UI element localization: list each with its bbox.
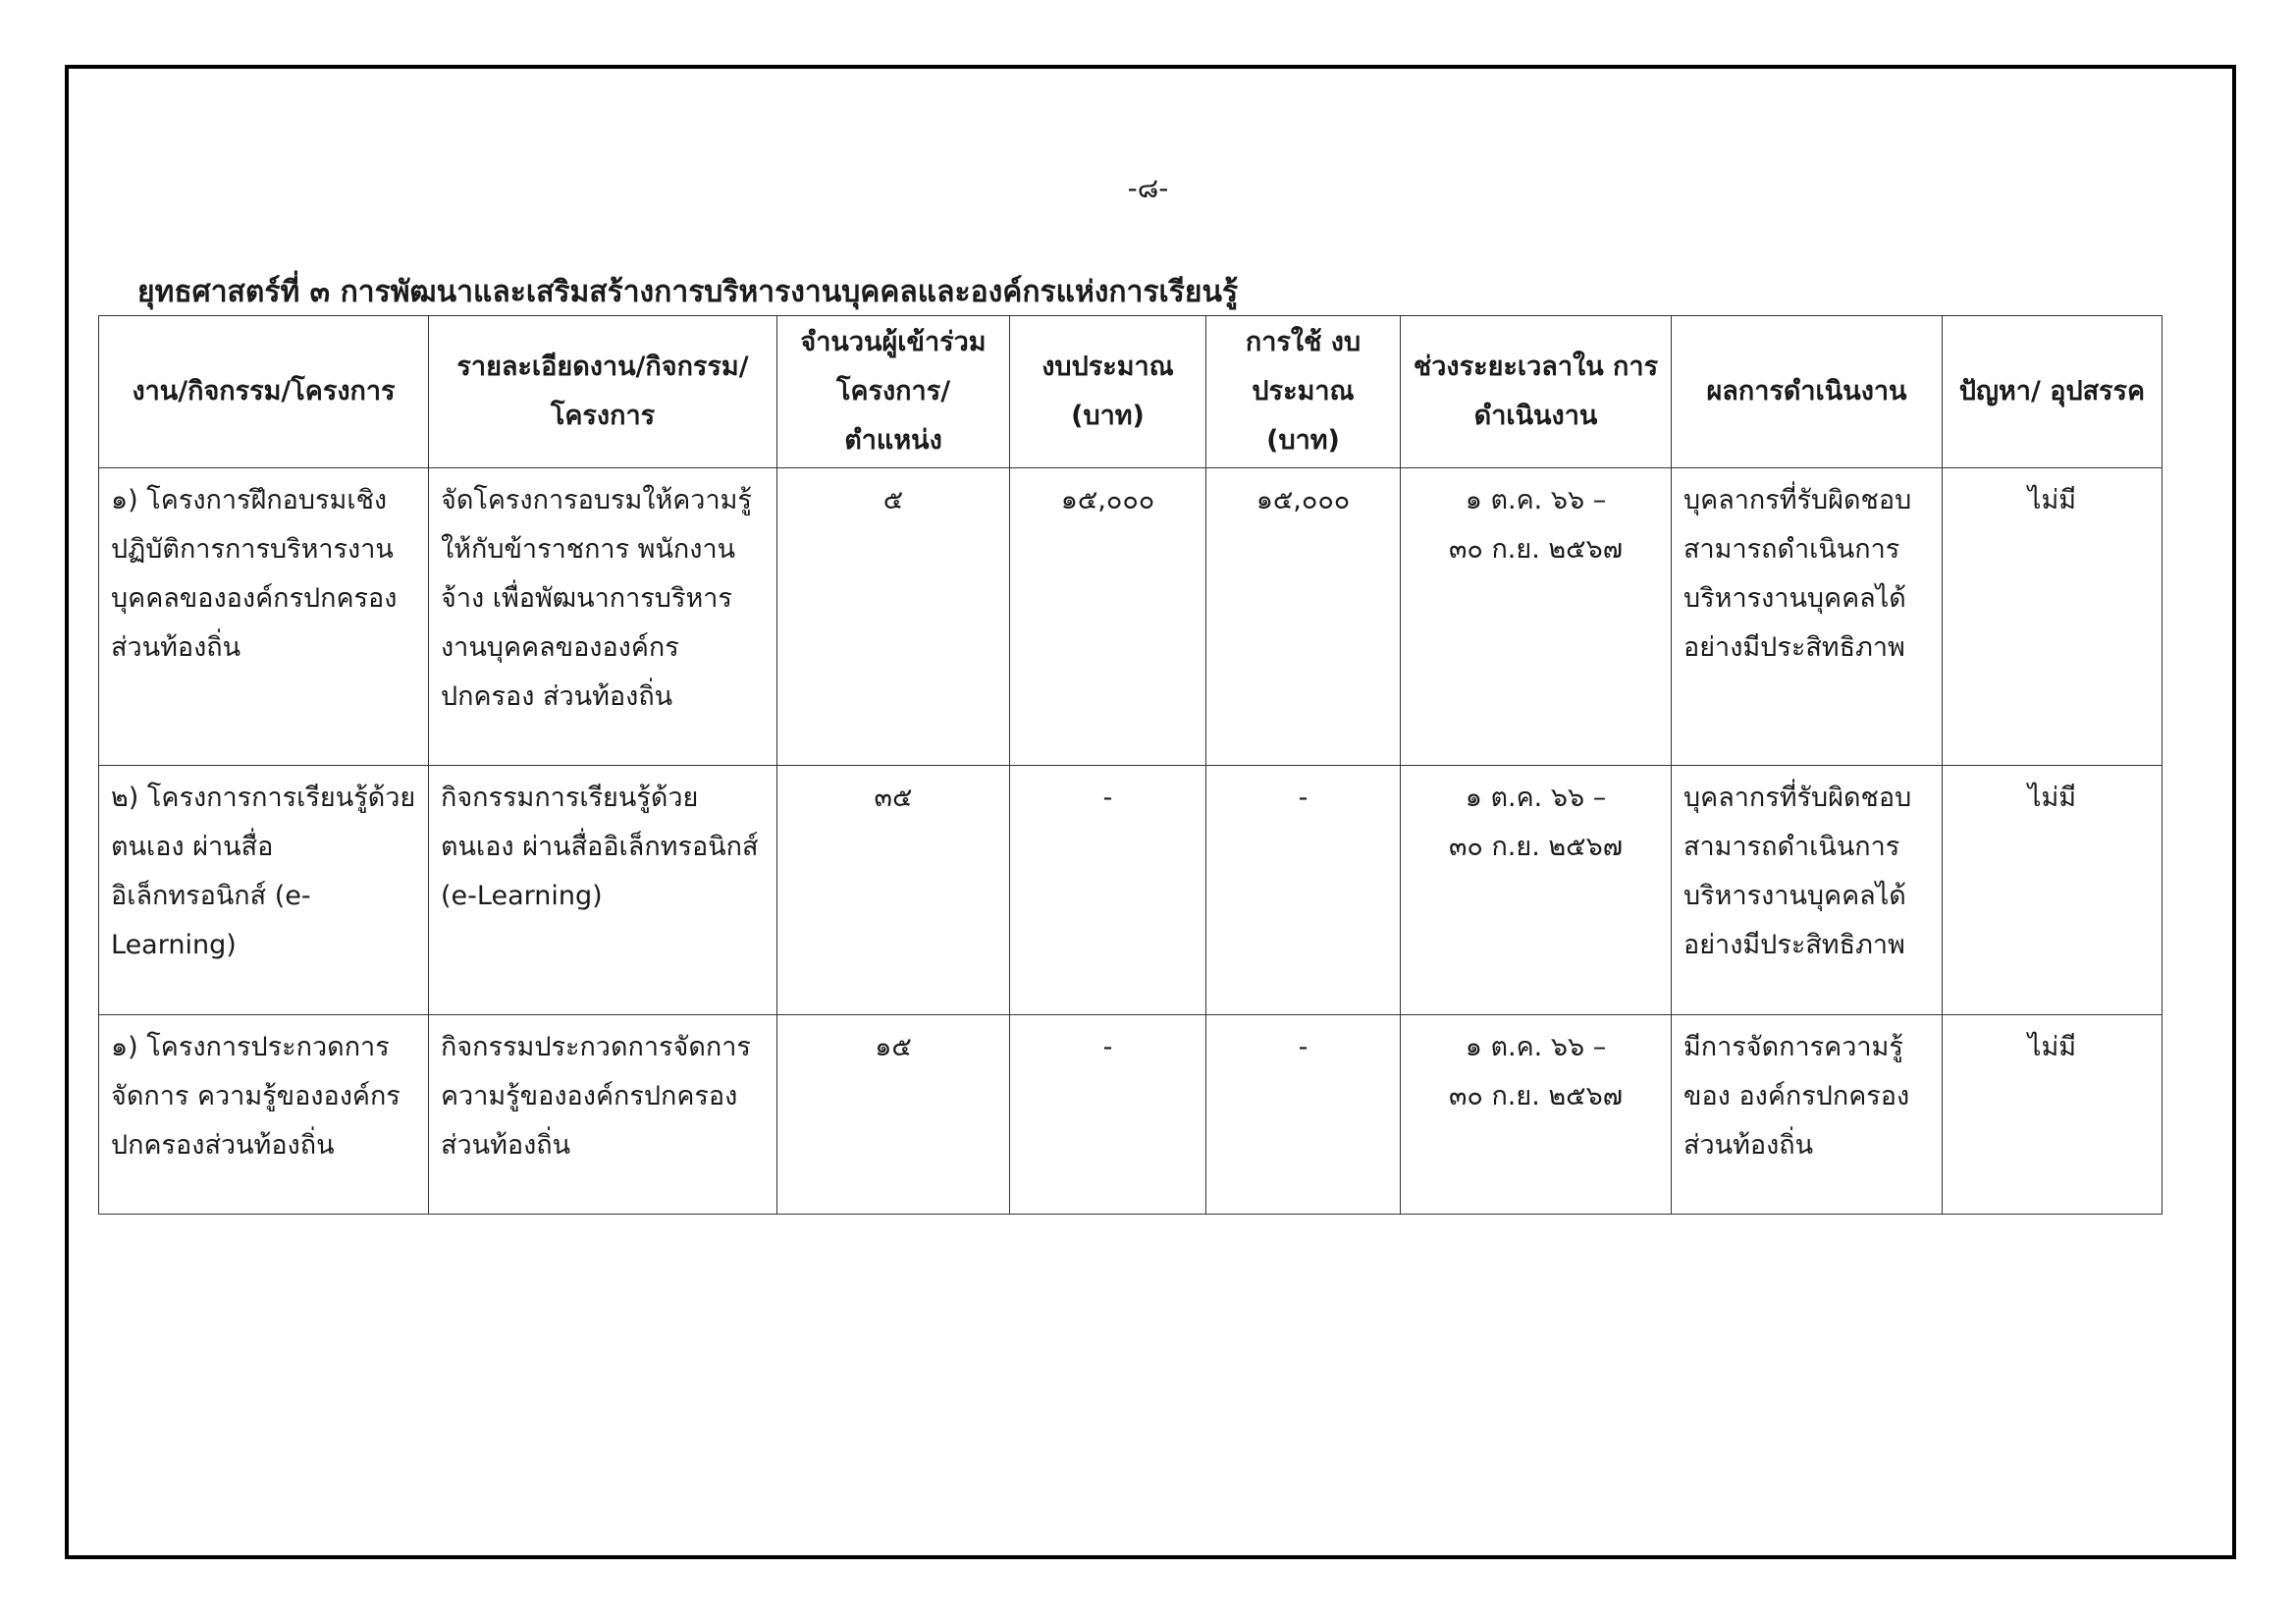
strategy-table [98,315,2163,1215]
problem-cell: ไม่มี [1943,766,2163,1015]
page-number: -๘- [1127,172,1169,204]
period-cell [1401,468,1672,766]
project-cell: ๒) โครงการการเรียนรู้ด้วยตนเอง ผ่านสื่ออิเล็กทรอนิกส์ (e-Learning) [99,766,429,1015]
spent-cell: - [1206,1015,1401,1215]
period-start: ๑ ต.ค. ๖๖ – [1465,1032,1607,1062]
strategy-heading: ยุทธศาสตร์ที่ ๓ การพัฒนาและเสริมสร้างการบริหารงานบุคคลและองค์กรแห่งการเรียนรู้ [137,275,1239,309]
participants-cell: ๕ [777,468,1010,766]
detail-cell: กิจกรรมการเรียนรู้ด้วยตนเอง ผ่านสื่ออิเล็กทรอนิกส์ (e-Learning) [429,766,777,1015]
project-cell: ๑) โครงการฝึกอบรมเชิงปฏิบัติการการบริหารงานบุคคลขององค์กรปกครองส่วนท้องถิ่น [99,468,429,766]
period-start: ๑ ต.ค. ๖๖ – [1465,783,1607,813]
project-cell: ๑) โครงการประกวดการจัดการ ความรู้ขององค์กรปกครองส่วนท้องถิ่น [99,1015,429,1215]
participants-cell: ๑๕ [777,1015,1010,1215]
problem-cell: ไม่มี [1943,468,2163,766]
table-row [99,1015,2163,1215]
period-start: ๑ ต.ค. ๖๖ – [1465,485,1607,515]
result-cell: บุคลากรที่รับผิดชอบสามารถดำเนินการบริหารงานบุคคลได้อย่างมีประสิทธิภาพ [1672,468,1943,766]
header-budget: งบประมาณ (บาท) [1010,316,1206,468]
problem-cell: ไม่มี [1943,1015,2163,1215]
period-end: ๓๐ ก.ย. ๒๕๖๗ [1448,832,1624,862]
header-project: งาน/กิจกรรม/โครงการ [99,316,429,468]
table-row [99,468,2163,766]
period-end: ๓๐ ก.ย. ๒๕๖๗ [1448,1081,1624,1111]
result-cell: บุคลากรที่รับผิดชอบสามารถดำเนินการบริหารงานบุคคลได้อย่างมีประสิทธิภาพ [1672,766,1943,1015]
budget-cell: - [1010,766,1206,1015]
participants-cell: ๓๕ [777,766,1010,1015]
header-period: ช่วงระยะเวลาใน การดำเนินงาน [1401,316,1672,468]
header-participants: จำนวนผู้เข้าร่วม โครงการ/ ตำแหน่ง [777,316,1010,468]
detail-cell: จัดโครงการอบรมให้ความรู้ให้กับข้าราชการ พนักงานจ้าง เพื่อพัฒนาการบริหารงานบุคคลขององค์กรปกครอง ส่วนท้องถิ่น [429,468,777,766]
header-result: ผลการดำเนินงาน [1672,316,1943,468]
header-detail: รายละเอียดงาน/กิจกรรม/ โครงการ [429,316,777,468]
result-cell: มีการจัดการความรู้ของ องค์กรปกครองส่วนท้องถิ่น [1672,1015,1943,1215]
table-row [99,766,2163,1015]
period-end: ๓๐ ก.ย. ๒๕๖๗ [1448,534,1624,565]
budget-cell: ๑๕,๐๐๐ [1010,468,1206,766]
spent-cell: ๑๕,๐๐๐ [1206,468,1401,766]
table-header-row [99,316,2163,468]
spent-cell: - [1206,766,1401,1015]
period-cell [1401,766,1672,1015]
budget-cell: - [1010,1015,1206,1215]
period-cell [1401,1015,1672,1215]
header-problem: ปัญหา/ อุปสรรค [1943,316,2163,468]
detail-cell: กิจกรรมประกวดการจัดการความรู้ขององค์กรปกครองส่วนท้องถิ่น [429,1015,777,1215]
header-spent: การใช้ งบประมาณ (บาท) [1206,316,1401,468]
